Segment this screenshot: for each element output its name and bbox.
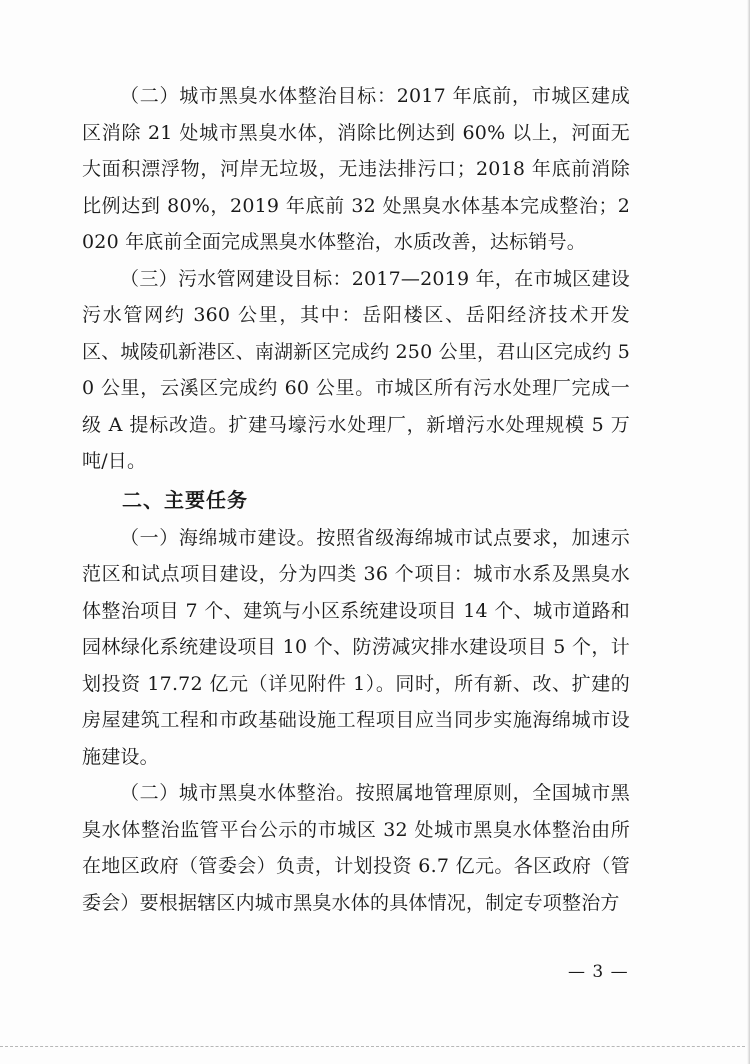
- document-body: [82, 78, 630, 921]
- paragraph-black-odorous-water-remediation: （二）城市黑臭水体整治。按照属地管理原则，全国城市黑臭水体整治监管平台公示的市城区 32 处城市黑臭水体整治由所在地区政府（管委会）负责，计划投资 6.7 亿元。各区政府（管委会）要根据辖区内城市黑臭水体的具体情况，制定专项整治方: [82, 782, 630, 914]
- paragraph-sponge-city: （一）海绵城市建设。按照省级海绵城市试点要求，加速示范区和试点项目建设，分为四类 36 个项目：城市水系及黑臭水体整治项目 7 个、建筑与小区系统建设项目 14 个、城市道路和园林绿化系统建设项目 10 个、防涝减灾排水建设项目 5 个，计划投资 17.72 亿元（详见附件 1）。同时，所有新、改、扩建的房屋建筑工程和市政基础设施工程项目应当同步实施海绵城市设施建设。: [82, 526, 630, 768]
- page-number: — 3 —: [568, 962, 629, 982]
- paragraph-sewer-network-target: （三）污水管网建设目标：2017—2019 年，在市城区建设污水管网约 360 公里，其中：岳阳楼区、岳阳经济技术开发区、城陵矶新港区、南湖新区完成约 250 公里，君山区完成约 50 公里，云溪区完成约 60 公里。市城区所有污水处理厂完成一级 A 提标改造。扩建马壕污水处理厂，新增污水处理规模 5 万吨/日。: [82, 267, 630, 472]
- section-heading-main-tasks: 二、主要任务: [122, 487, 248, 512]
- bottom-scan-line: [0, 1046, 750, 1047]
- paragraph-black-odorous-water-target: （二）城市黑臭水体整治目标：2017 年底前，市城区建成区消除 21 处城市黑臭水体，消除比例达到 60% 以上，河面无大面积漂浮物，河岸无垃圾，无违法排污口；2018 年底前消除比例达到 80%，2019 年底前 32 处黑臭水体基本完成整治；2020 年底前全面完成黑臭水体整治，水质改善，达标销号。: [82, 85, 630, 253]
